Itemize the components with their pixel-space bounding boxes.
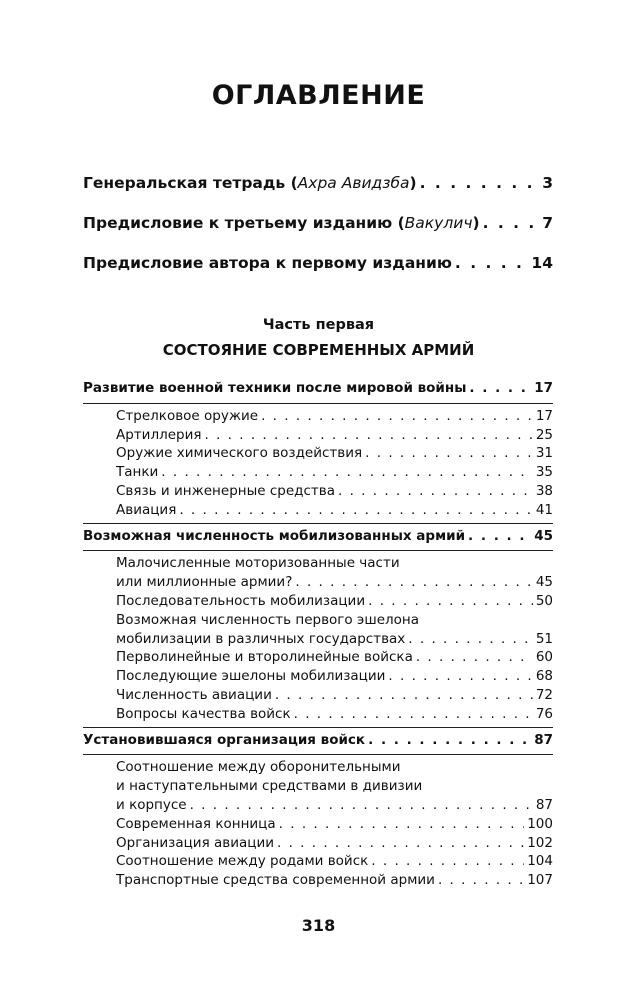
toc-entry xyxy=(83,254,553,294)
toc-item: Последующие эшелоны мобилизации . . . 68 xyxy=(83,668,553,687)
toc-item: Танки . . . 35 xyxy=(83,464,553,483)
chapter xyxy=(83,523,553,552)
toc-item: Связь и инженерные средства . . . 38 xyxy=(83,483,553,502)
toc-item: Стрелковое оружие . . . 17 xyxy=(83,408,553,427)
entry-title: Предисловие к третьему изданию (Вакулич) xyxy=(83,214,480,232)
chapter-heading: Установившаяся организация войск . . . 87 xyxy=(83,732,553,751)
page-title: ОГЛАВЛЕНИЕ xyxy=(211,80,426,111)
toc-item: Современная конница . . . 100 xyxy=(83,816,553,835)
dot-leader xyxy=(420,174,540,192)
chapter-heading: Возможная численность мобилизованных армий . . . 45 xyxy=(83,528,553,547)
chapter-heading: Развитие военной техники после мировой войны . . . 17 xyxy=(83,380,553,399)
toc-item: Вопросы качества войск . . . 76 xyxy=(83,706,553,725)
toc-item: Артиллерия . . . 25 xyxy=(83,427,553,446)
chapter-items xyxy=(83,759,553,891)
toc-item: Организация авиации . . . 102 xyxy=(83,835,553,854)
toc-item-line: Возможная численность первого эшелона xyxy=(116,611,419,628)
chapter xyxy=(83,727,553,756)
toc-item: Оружие химического воздействия . . . 31 xyxy=(83,445,553,464)
entry-page: 7 xyxy=(542,214,553,232)
chapter xyxy=(83,380,553,404)
entry-title: Генеральская тетрадь (Ахра Авидзба) xyxy=(83,174,417,192)
toc-item-line: Малочисленные моторизованные части xyxy=(116,555,400,572)
dot-leader xyxy=(368,732,531,748)
entry-page: 14 xyxy=(531,254,553,272)
page-number: 318 xyxy=(301,916,336,935)
dot-leader xyxy=(468,528,531,544)
entry-page: 3 xyxy=(542,174,553,192)
toc-item: Соотношение между родами войск . . . 104 xyxy=(83,853,553,872)
chapter-items xyxy=(83,408,553,521)
toc-item-line: Соотношение между оборонительными xyxy=(116,759,401,776)
dot-leader xyxy=(483,214,540,232)
toc-item: Численность авиации . . . 72 xyxy=(83,687,553,706)
entry-title: Предисловие автора к первому изданию xyxy=(83,254,452,272)
part-title: СОСТОЯНИЕ СОВРЕМЕННЫХ АРМИЙ xyxy=(162,341,475,359)
toc-entry xyxy=(83,174,553,214)
front-matter xyxy=(83,174,553,294)
dot-leader xyxy=(455,254,529,272)
dot-leader xyxy=(469,380,531,396)
toc-item: Перволинейные и второлинейные войска . . . 60 xyxy=(83,649,553,668)
chapter-items xyxy=(83,555,553,724)
table-of-contents xyxy=(83,380,553,891)
toc-item: или миллионные армии? . . . 45 xyxy=(83,574,553,593)
toc-entry xyxy=(83,214,553,254)
toc-item: Авиация . . . 41 xyxy=(83,502,553,521)
toc-item: Транспортные средства современной армии . . . 107 xyxy=(83,872,553,891)
part-label: Часть первая xyxy=(262,317,375,333)
toc-item: мобилизации в различных государствах . . . 51 xyxy=(83,631,553,650)
toc-item: и корпусе . . . 87 xyxy=(83,797,553,816)
toc-item: Последовательность мобилизации . . . 50 xyxy=(83,593,553,612)
part-heading xyxy=(0,317,637,359)
toc-item-line: и наступательными средствами в дивизии xyxy=(116,778,423,795)
